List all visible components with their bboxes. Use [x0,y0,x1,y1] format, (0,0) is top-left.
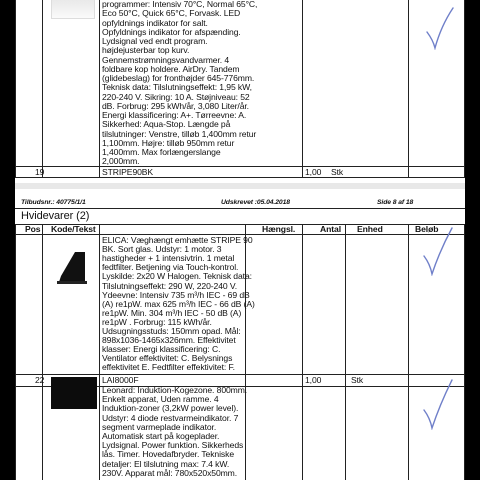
hood-desc-line: fedtfilter. Betjening via Touch-kontrol. [102,262,239,273]
section-title: Hvidevarer (2) [21,210,90,222]
table-border [15,224,16,480]
row-antal-19: 1,00 [305,167,322,177]
dishwasher-desc-line: højdejusterbar top kurv. [102,45,190,56]
page-number: Side 8 af 18 [377,199,414,206]
hood-desc-line: re1pW . Forbrug: 115 kWh/år. [102,316,212,327]
table-border [15,166,465,167]
hob-desc-line: Udstyr: 4 diode restvarmeindikator. 7 [102,412,239,423]
row-enhed-19: Stk [331,167,344,177]
table-border [245,224,246,480]
table-border [15,0,16,178]
checkmark-icon [422,226,454,276]
hood-desc-line: Ventilator effektivitet: C. Belysnings [102,353,233,364]
table-border [302,0,303,178]
printed-date: Udskrevet :05.04.2018 [221,199,290,206]
header-pos: Pos [25,224,41,234]
row-code-19: STRIPE90BK [102,167,154,177]
hood-desc-line: effektivitet E. Fedtfilter effektivitet: F. [102,362,235,373]
hob-desc-line: Leonard: Induktion-Kogezone. 800mm. [102,385,248,395]
table-border [99,0,100,178]
hood-desc-line: Ydeevne: Intensiv 735 m³/h IEC - 69 dB [102,289,250,300]
table-border [408,224,409,480]
hood-desc-line: re1pW. Min. 304 m³/h IEC - 50 dB (A) [102,307,242,318]
row-enhed-22: Stk [351,375,364,385]
hood-desc-line: Lyskilde: 2x20 W Halogen. Teknisk data: [102,271,252,282]
hood-desc-line: 898x1036-1465x326mm. Effektivitet [102,335,236,346]
table-border [42,224,43,480]
hob-desc-line: Induktion-zoner (3,2kW power level). [102,403,239,414]
dishwasher-desc-line: Lydsignal ved endt program. [102,36,208,46]
page-break [15,183,465,189]
hood-desc-line: Tilslutningseffekt: 290 W, 220-240 V. [102,280,237,291]
dishwasher-desc-line: 1,100mm. Højre: tilløb 950mm retur [102,137,235,148]
induction-hob-image [51,377,97,409]
footer-rule [15,208,465,209]
row-code-22: LAI8000F [102,375,139,385]
dishwasher-image [51,0,95,19]
hood-desc-line: hastigheder + 1 intensivtrin. 1 metal [102,253,235,264]
dishwasher-desc-line: opfyldnings indikator for salt. [102,17,208,28]
row-pos-22: 22 [35,375,45,385]
table-border [464,0,465,178]
dishwasher-desc-line: 2,000mm. [102,156,140,167]
hob-desc-line: Automatisk start på kogeplader. [102,431,220,441]
hob-desc-line: 230V. Apparat mål: 780x520x50mm. [102,467,238,478]
hood-desc-line: BK. Sort glas. Udstyr: 1 motor. 3 [102,244,222,255]
checkmark-icon [425,6,455,50]
hood-desc-line: ELICA: Væghængt emhætte STRIPE 90 [102,235,253,245]
range-hood-image [55,252,99,288]
hood-desc-line: klasser: Energi klassificering: C. [102,344,221,355]
dishwasher-desc-line: Eco 50°C, Quick 65°C, Forvask. LED [102,8,241,19]
table-border [302,224,303,480]
header-antal: Antal [320,224,341,234]
hob-desc-line: lås. Timer. Hovedafbryder. Tekniske [102,449,234,460]
dishwasher-desc-line: Gennemstrømningsvandvarmer. 4 [102,54,230,65]
dishwasher-desc-line: programmer: Intensiv 70°C, Normal 65°C, [102,0,258,9]
row-pos-19: 19 [35,167,45,177]
header-enhed: Enhed [357,224,383,234]
offer-number: Tilbudsnr.: 40775/1/1 [21,199,86,206]
header-kode-tekst: Kode/Tekst [51,224,96,234]
header-beloeb: Beløb [415,224,439,234]
dishwasher-desc-line: Sikkerhed: Aqua-Stop. Længde på [102,119,231,130]
table-border [464,224,465,480]
table-border [15,177,465,178]
hob-desc-line: segment varmeplade indikator. [102,421,217,432]
table-border [99,224,100,480]
dishwasher-desc-line: Energi klassificering: A+. Tørreevne: A. [102,110,247,120]
table-border [15,374,465,375]
hood-desc-line: (A) re1pW. max 625 m³/h IEC - 66 dB (A) [102,298,255,309]
table-border [408,0,409,178]
header-haengsl: Hængsl. [262,224,296,234]
dishwasher-desc-line: tilslutninger: Venstre, tilløb 1,400mm retur [102,128,257,139]
table-border [345,224,346,480]
document-page [15,0,465,480]
dishwasher-desc-line: 1,400mm. Max forlængerslange [102,147,221,157]
checkmark-icon [422,378,454,430]
dishwasher-desc-line: 220-240 V. Sikring: 10 A. Støjniveau: 52 [102,91,250,102]
hob-desc-line: detaljer: El tilslutning max: 7.4 kW. [102,458,230,469]
row-antal-22: 1,00 [305,375,322,385]
hob-desc-line: Enkelt apparat, Uden ramme. 4 [102,394,219,405]
dishwasher-desc-line: Teknisk data: Tilslutningseffekt: 1,95 kW, [102,82,252,93]
dishwasher-desc-line: Opfyldnings indikator for afspænding. [102,26,241,37]
table-border [42,0,43,178]
hood-desc-line: Udsugningsstuds: 150mm opad. Mål: [102,326,241,336]
dishwasher-desc-line: foldbare kop holdere. AirDry. Tandem [102,63,240,74]
dishwasher-desc-line: (glidebeslag) for fronthøjder 645-776mm. [102,73,255,83]
hob-desc-line: Lydsignal. Power funktion. Sikkerheds [102,440,244,451]
dishwasher-desc-line: dB. Forbrug: 295 kWh/år, 3,080 Liter/år. [102,100,249,111]
